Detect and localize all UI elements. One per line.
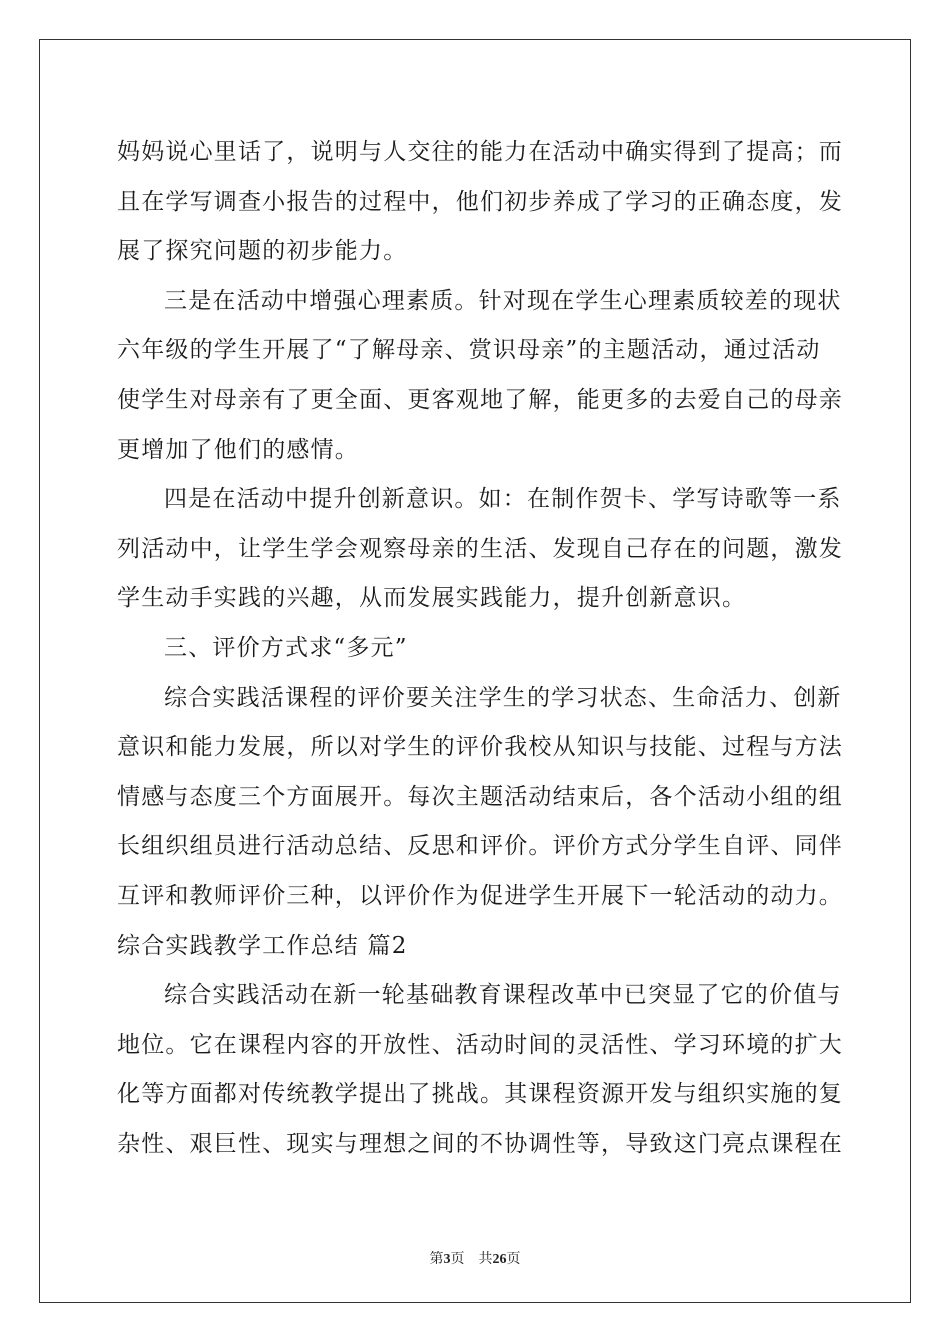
footer-page-word: 页: [450, 1252, 465, 1267]
text-line: 地位。它在课程内容的开放性、活动时间的灵活性、学习环境的扩大: [117, 1031, 843, 1058]
text-line: 更增加了他们的感情。: [117, 436, 359, 463]
text-line: 互评和教师评价三种，以评价作为促进学生开展下一轮活动的动力。: [117, 882, 843, 909]
paragraph-start: 四是在活动中提升创新意识。如：在制作贺卡、学写诗歌等一系: [164, 486, 842, 513]
text-line: 展了探究问题的初步能力。: [117, 238, 408, 265]
text-line: 使学生对母亲有了更全面、更客观地了解，能更多的去爱自己的母亲: [117, 386, 843, 413]
text-line: 情感与态度三个方面展开。每次主题活动结束后，各个活动小组的组: [117, 783, 843, 810]
text-line: 列活动中，让学生学会观察母亲的生活、发现自己存在的问题，激发: [117, 535, 843, 562]
text-line: 化等方面都对传统教学提出了挑战。其课程资源开发与组织实施的复: [117, 1081, 843, 1108]
page-footer: [0, 1248, 950, 1268]
document-body: [117, 128, 843, 1169]
text-line: 意识和能力发展，所以对学生的评价我校从知识与技能、过程与方法: [117, 734, 843, 761]
paragraph-start: 三是在活动中增强心理素质。针对现在学生心理素质较差的现状: [164, 287, 842, 314]
section-heading: 三、评价方式求“多元”: [164, 634, 408, 661]
article-title: 综合实践教学工作总结 篇2: [117, 932, 408, 959]
footer-total-suffix: 页: [506, 1252, 521, 1267]
text-line: 六年级的学生开展了“了解母亲、赏识母亲”的主题活动，通过活动: [117, 337, 821, 364]
paragraph-start: 综合实践活动在新一轮基础教育课程改革中已突显了它的价值与: [164, 982, 842, 1009]
footer-prefix: 第: [429, 1252, 444, 1267]
text-line: 长组织组员进行活动总结、反思和评价。评价方式分学生自评、同伴: [117, 833, 843, 860]
text-line: 杂性、艰巨性、现实与理想之间的不协调性等，导致这门亮点课程在: [117, 1130, 843, 1157]
footer-total-prefix: 共: [478, 1252, 493, 1267]
text-line: 且在学写调查小报告的过程中，他们初步养成了学习的正确态度，发: [117, 188, 843, 215]
current-page-number: 3: [443, 1252, 451, 1267]
paragraph-start: 综合实践活课程的评价要关注学生的学习状态、生命活力、创新: [164, 684, 842, 711]
text-line: 学生动手实践的兴趣，从而发展实践能力，提升创新意识。: [117, 585, 747, 612]
total-pages-number: 26: [492, 1252, 507, 1267]
text-line: 妈妈说心里话了，说明与人交往的能力在活动中确实得到了提高；而: [117, 139, 843, 165]
